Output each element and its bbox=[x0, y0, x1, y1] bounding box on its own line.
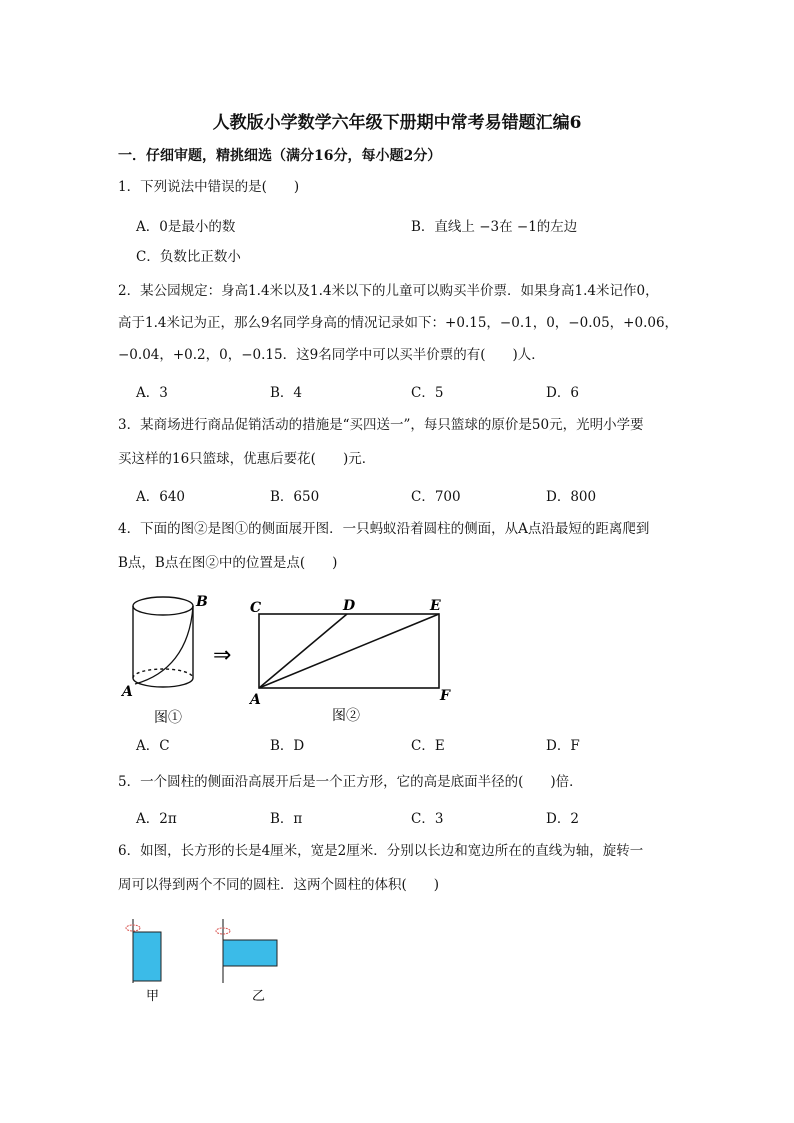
q2-option-b[interactable]: B．4 bbox=[270, 385, 303, 401]
section-heading: 一．仔细审题，精挑细选（满分16分，每小题2分） bbox=[118, 148, 442, 164]
label-d: D bbox=[343, 598, 356, 614]
label-c: C bbox=[250, 600, 262, 616]
q5-option-c[interactable]: C．3 bbox=[411, 811, 444, 827]
figure-jia bbox=[126, 919, 161, 1004]
arrow-icon: ⇒ bbox=[213, 643, 232, 668]
q2-option-a[interactable]: A．3 bbox=[136, 385, 168, 401]
label-a-2: A bbox=[250, 692, 261, 708]
rectangle-yi bbox=[223, 940, 277, 966]
page-title: 人教版小学数学六年级下册期中常考易错题汇编6 bbox=[212, 113, 582, 133]
q3-line-1: 3．某商场进行商品促销活动的措施是“买四送一”，每只篮球的原价是50元，光明小学要 bbox=[118, 417, 644, 433]
q4-option-b[interactable]: B．D bbox=[270, 738, 305, 754]
q1-option-c[interactable]: C．负数比正数小 bbox=[136, 249, 241, 265]
q4-line-2: B点，B点在图②中的位置是点( ) bbox=[118, 555, 338, 571]
rotation-figure bbox=[118, 915, 298, 1005]
q4-option-d[interactable]: D．F bbox=[546, 738, 580, 754]
q5-option-b[interactable]: B．π bbox=[270, 811, 303, 827]
cylinder-unfold-figure bbox=[118, 590, 468, 730]
q5-option-d[interactable]: D．2 bbox=[546, 811, 579, 827]
q2-line-2: 高于1.4米记为正，那么9名同学身高的情况记录如下：+0.15，−0.1，0，−0.05，+0.06， bbox=[118, 315, 679, 331]
q1-stem: 1．下列说法中错误的是( ) bbox=[118, 179, 300, 195]
q3-option-b[interactable]: B．650 bbox=[270, 489, 320, 505]
q6-line-1: 6．如图，长方形的长是4厘米，宽是2厘米．分别以长边和宽边所在的直线为轴，旋转一 bbox=[118, 843, 644, 859]
cylinder-diagram bbox=[133, 597, 193, 687]
label-b: B bbox=[196, 594, 208, 610]
q5-option-a[interactable]: A．2π bbox=[136, 811, 177, 827]
q3-option-c[interactable]: C．700 bbox=[411, 489, 461, 505]
q1-option-b[interactable]: B．直线上 −3在 −1的左边 bbox=[411, 219, 578, 235]
fig1-caption: 图① bbox=[154, 710, 182, 726]
q5-stem: 5．一个圆柱的侧面沿高展开后是一个正方形，它的高是底面半径的( )倍． bbox=[118, 774, 583, 790]
unfolded-rectangle bbox=[259, 614, 439, 688]
figure-yi bbox=[216, 919, 277, 1004]
label-f: F bbox=[440, 688, 450, 704]
q2-line-1: 2．某公园规定：身高1.4米以及1.4米以下的儿童可以购买半价票．如果身高1.4米记作0， bbox=[118, 283, 659, 299]
label-e: E bbox=[430, 598, 441, 614]
q4-option-c[interactable]: C．E bbox=[411, 738, 445, 754]
q3-option-d[interactable]: D．800 bbox=[546, 489, 597, 505]
q3-option-a[interactable]: A．640 bbox=[136, 489, 186, 505]
caption-jia: 甲 bbox=[146, 989, 160, 1004]
label-a-1: A bbox=[122, 684, 133, 700]
q2-line-3: −0.04，+0.2，0，−0.15．这9名同学中可以买半价票的有( )人． bbox=[118, 347, 545, 363]
fig2-caption: 图② bbox=[332, 708, 360, 724]
q2-option-c[interactable]: C．5 bbox=[411, 385, 444, 401]
q4-option-a[interactable]: A．C bbox=[136, 738, 170, 754]
q2-option-d[interactable]: D．6 bbox=[546, 385, 579, 401]
q3-line-2: 买这样的16只篮球，优惠后要花( )元． bbox=[118, 451, 376, 467]
q1-option-a[interactable]: A．0是最小的数 bbox=[136, 219, 236, 235]
q4-line-1: 4．下面的图②是图①的侧面展开图．一只蚂蚁沿着圆柱的侧面，从A点沿最短的距离爬到 bbox=[118, 521, 650, 537]
rectangle-jia bbox=[133, 932, 161, 981]
q6-line-2: 周可以得到两个不同的圆柱．这两个圆柱的体积( ) bbox=[118, 877, 440, 893]
caption-yi: 乙 bbox=[252, 989, 266, 1004]
